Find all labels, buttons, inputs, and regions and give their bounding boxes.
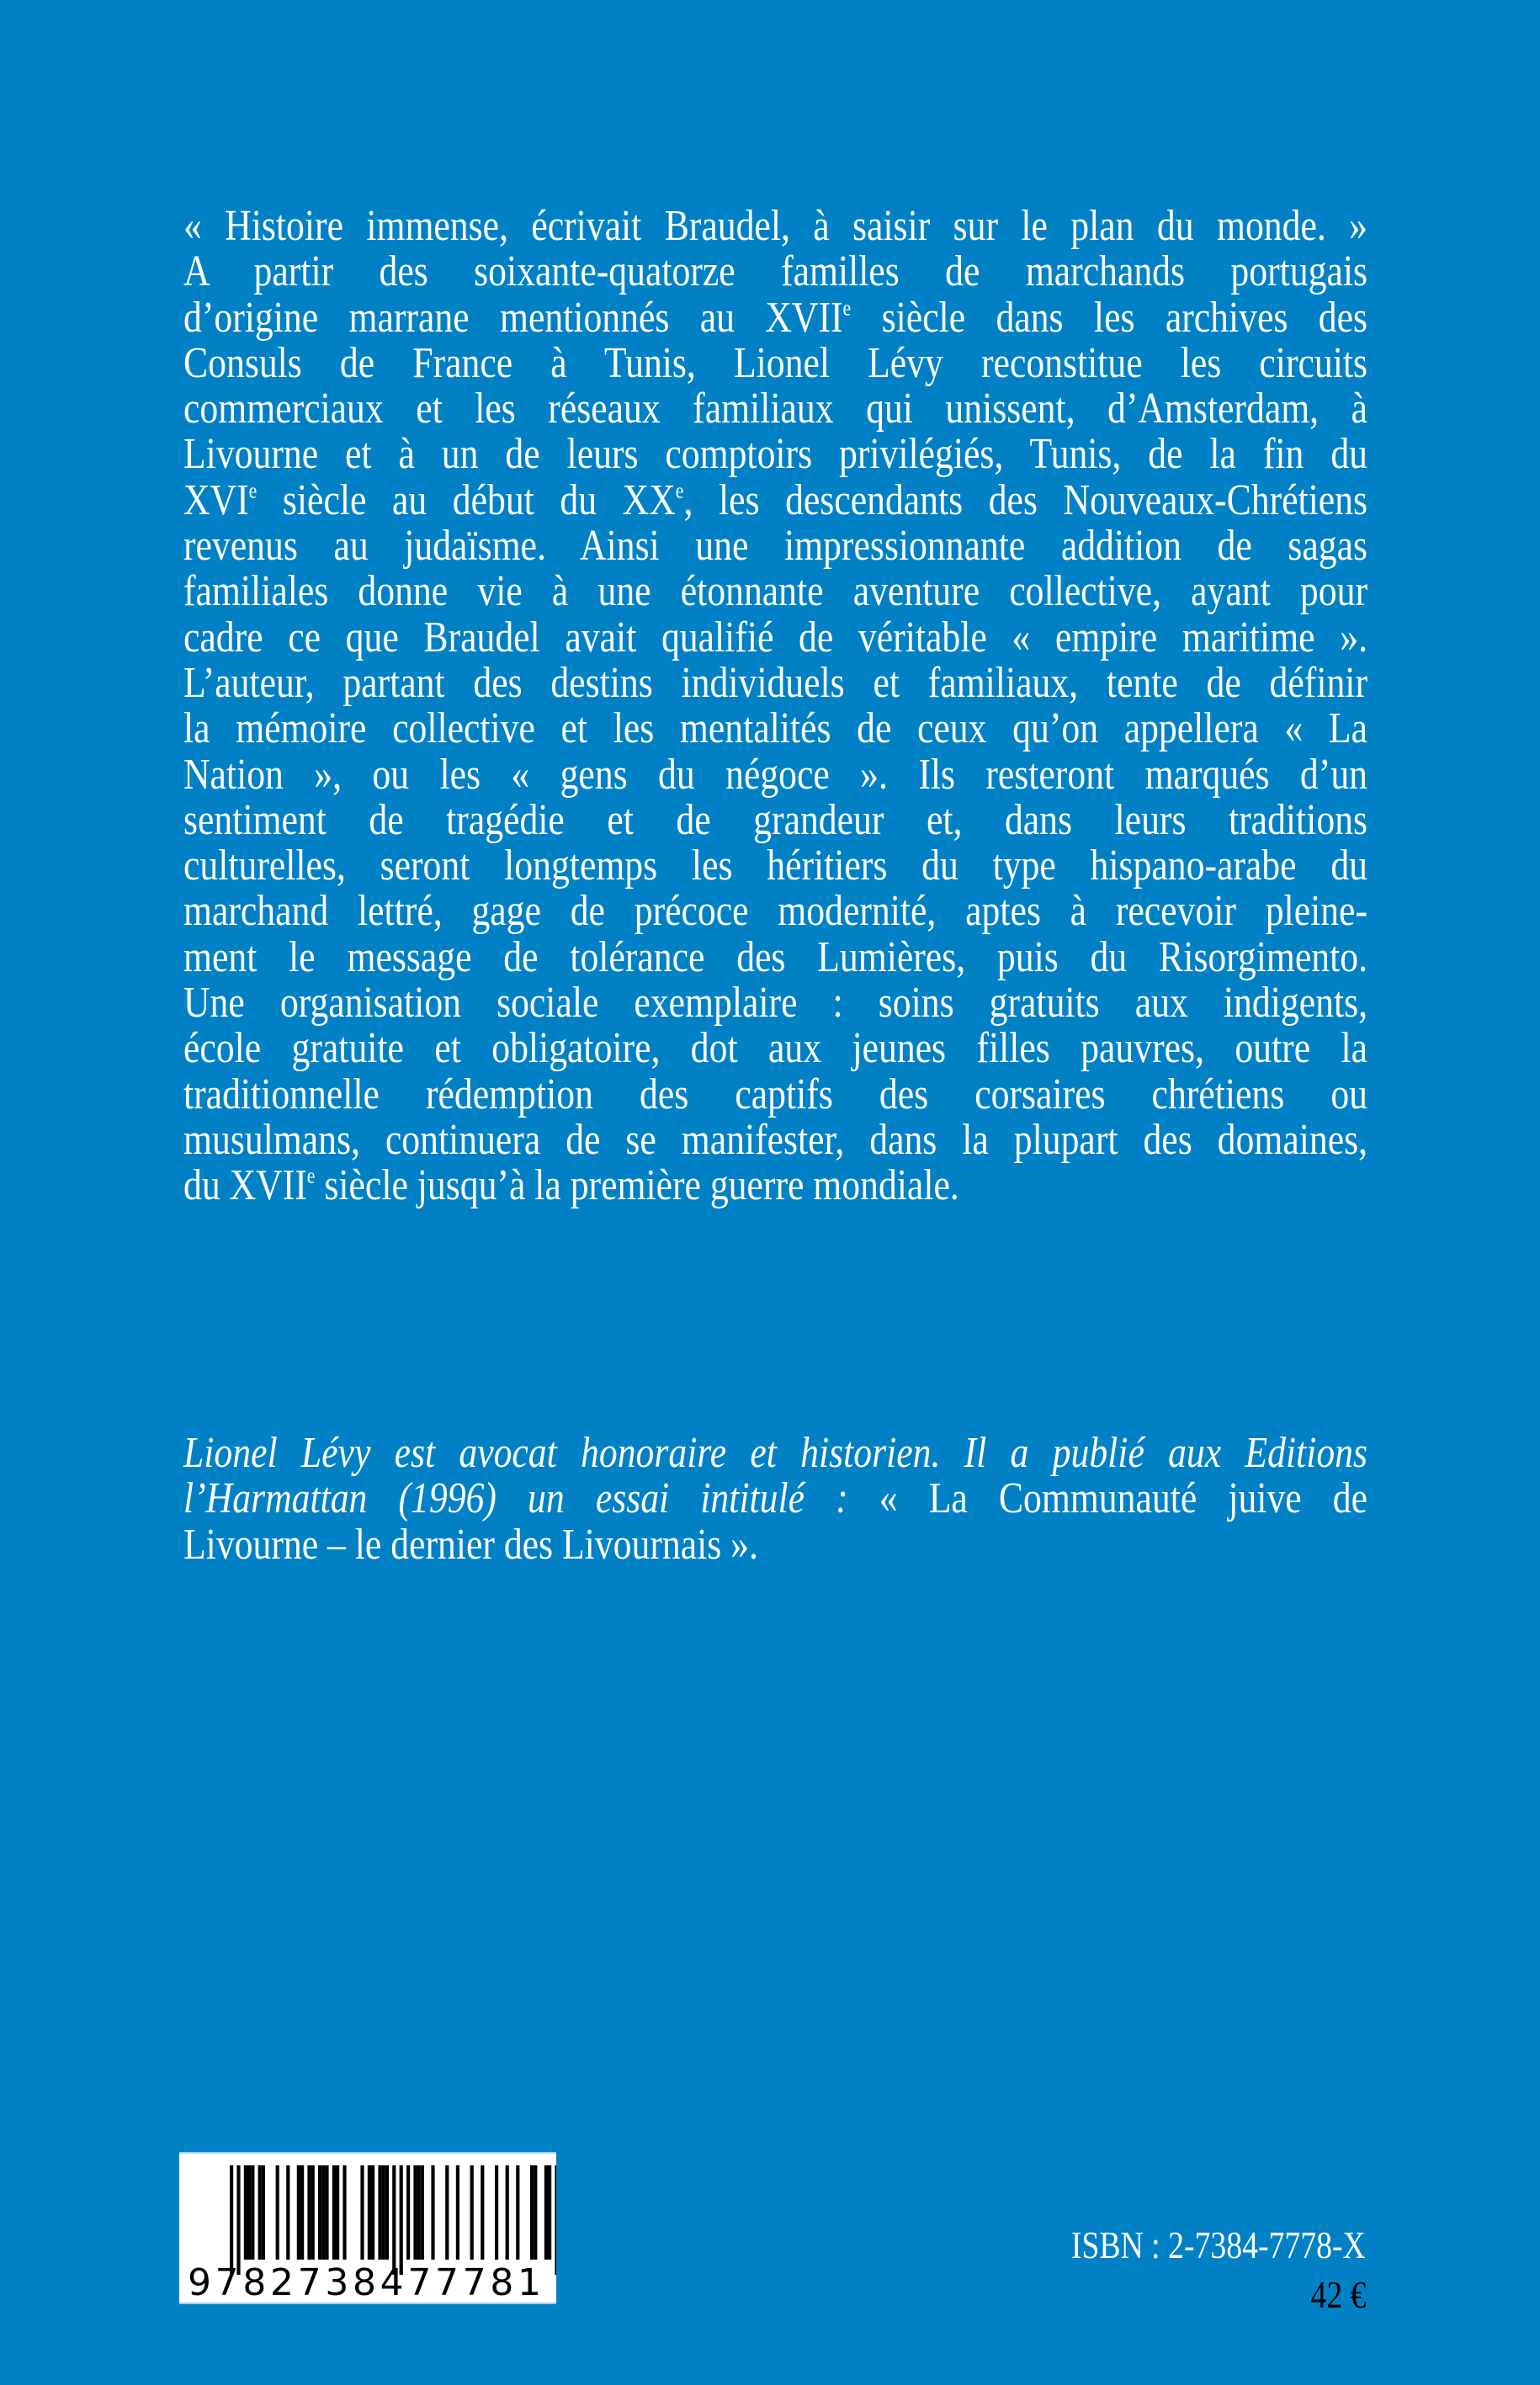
text-run: Nation », ou les « gens du négoce ». Ils resteront marqués d’un <box>183 750 1367 799</box>
superscript: e <box>248 478 258 503</box>
blurb-line <box>183 475 1367 524</box>
barcode-bar <box>297 2165 300 2260</box>
barcode-bar <box>262 2165 265 2260</box>
author-bio <box>183 1431 1367 1568</box>
barcode-bar <box>534 2165 537 2260</box>
text-run: Consuls de France à Tunis, Lionel Lévy reconstitue les circuits <box>183 338 1367 387</box>
barcode-bar <box>481 2165 484 2260</box>
text-run: XVI <box>183 475 249 524</box>
barcode-bars <box>179 2154 556 2306</box>
text-run: marchand lettré, gage de précoce modernité, aptes à recevoir pleine- <box>183 887 1367 936</box>
barcode-bar <box>378 2165 381 2260</box>
text-run: sentiment de tragédie et de grandeur et, dans leurs traditions <box>183 795 1367 844</box>
barcode-bar <box>400 2165 403 2275</box>
barcode-bar <box>456 2165 459 2260</box>
text-run: la mémoire collective et les mentalités de ceux qu’on appellera « La <box>183 704 1367 753</box>
barcode-bar <box>431 2165 434 2260</box>
blurb-line <box>183 204 1367 249</box>
blurb-line <box>183 386 1367 432</box>
text-run: Livourne – le dernier des Livournais ». <box>183 1520 758 1569</box>
text-run: d’origine marrane mentionnés au XVII <box>183 293 843 342</box>
blurb-line <box>183 843 1367 889</box>
back-cover-blurb <box>183 204 1367 1209</box>
barcode-bar <box>307 2165 311 2260</box>
text-run: ment le message de tolérance des Lumières, puis du Risorgimento. <box>183 932 1367 981</box>
blurb-line <box>183 1072 1367 1118</box>
barcode-bar <box>286 2165 289 2260</box>
superscript: e <box>306 1163 316 1188</box>
blurb-line <box>183 1163 1367 1208</box>
text-run: Lionel Lévy est avocat honoraire et historien. Il a publié aux Editions <box>183 1429 1367 1477</box>
barcode-bar <box>321 2165 325 2260</box>
barcode-bar <box>236 2165 240 2275</box>
barcode-bar <box>470 2165 474 2260</box>
blurb-line <box>183 1115 1367 1164</box>
barcode-bar <box>332 2165 336 2260</box>
blurb-line <box>183 932 1367 981</box>
price-label: 42 € <box>1309 2273 1366 2316</box>
barcode-bar <box>368 2165 371 2260</box>
blurb-line <box>183 295 1367 341</box>
barcode-bar <box>244 2165 247 2260</box>
barcode-bar <box>548 2165 551 2260</box>
barcode-bar <box>421 2165 424 2260</box>
barcode-bar <box>413 2165 417 2260</box>
text-run: musulmans, continuera de se manifester, dans la plupart des domaines, <box>183 1115 1367 1164</box>
text-run: commerciaux et les réseaux familiaux qui unissent, d’Amsterdam, à <box>183 385 1367 433</box>
barcode-bar <box>516 2165 519 2260</box>
blurb-line <box>183 615 1367 661</box>
blurb-line <box>183 338 1367 387</box>
barcode-bar <box>230 2165 233 2275</box>
barcode-bar <box>318 2165 321 2260</box>
text-run: culturelles, seront longtemps les héritiers du type hispano-arabe du <box>183 842 1367 890</box>
blurb-line <box>183 889 1367 934</box>
bio-line <box>183 1476 1367 1522</box>
blurb-line <box>183 658 1367 707</box>
blurb-line <box>183 523 1367 569</box>
blurb-line <box>183 706 1367 752</box>
blurb-line <box>183 980 1367 1026</box>
bio-line <box>183 1522 1367 1568</box>
text-run: siècle au début du XX <box>257 475 676 524</box>
barcode-bar <box>417 2165 421 2260</box>
barcode-bar <box>300 2165 304 2260</box>
barcode-bar <box>258 2165 262 2260</box>
text-run: , les descendants des Nouveaux-Chrétiens <box>683 475 1367 524</box>
barcode-bar <box>371 2165 374 2260</box>
isbn-label: ISBN : 2-7384-7778-X <box>1071 2223 1366 2266</box>
barcode-bar <box>276 2165 279 2260</box>
barcode-bar <box>544 2165 548 2260</box>
blurb-line <box>183 249 1367 295</box>
text-run: Livourne et à un de leurs comptoirs privilégiés, Tunis, de la fin du <box>183 430 1367 479</box>
superscript: e <box>842 295 852 321</box>
text-run: « Histoire immense, écrivait Braudel, à saisir sur le plan du monde. » <box>183 202 1367 250</box>
text-run: du XVII <box>183 1161 307 1210</box>
text-run: Une organisation sociale exemplaire : soins gratuits aux indigents, <box>183 979 1367 1028</box>
blurb-line <box>183 569 1367 614</box>
barcode-bar <box>555 2165 556 2275</box>
barcode-bar <box>530 2165 534 2260</box>
text-run: traditionnelle rédemption des captifs des corsaires chrétiens ou <box>183 1070 1367 1118</box>
text-run: A partir des soixante-quatorze familles de marchands portugais <box>183 247 1367 296</box>
barcode-bar <box>392 2165 396 2275</box>
text-run: cadre ce que Braudel avait qualifié de véritable « empire maritime ». <box>183 613 1367 661</box>
barcode-bar <box>311 2165 315 2260</box>
barcode-bar <box>336 2165 339 2260</box>
text-run: école gratuite et obligatoire, dot aux jeunes filles pauvres, outre la <box>183 1024 1367 1073</box>
text-run: « La Communauté juive de <box>847 1474 1367 1523</box>
blurb-line <box>183 795 1367 844</box>
barcode-bar <box>343 2165 346 2260</box>
blurb-line <box>183 1026 1367 1071</box>
barcode-bar <box>251 2165 254 2260</box>
barcode <box>179 2152 556 2304</box>
text-run: siècle dans les archives des <box>851 293 1367 342</box>
text-run: siècle jusqu’à la première guerre mondiale. <box>315 1161 959 1210</box>
superscript: e <box>675 478 684 503</box>
barcode-bar <box>247 2165 251 2260</box>
blurb-line <box>183 432 1367 477</box>
barcode-bar <box>360 2165 364 2260</box>
barcode-bar <box>382 2165 385 2260</box>
bio-line <box>183 1431 1367 1476</box>
barcode-bar <box>385 2165 389 2260</box>
barcode-bar <box>325 2165 328 2260</box>
barcode-bar <box>406 2165 410 2260</box>
text-run: revenus au judaïsme. Ainsi une impressionnante addition de sagas <box>183 522 1367 571</box>
text-run: familiales donne vie à une étonnante aventure collective, ayant pour <box>183 567 1367 616</box>
blurb-line <box>183 752 1367 798</box>
barcode-digits: 9782738477781 <box>188 2261 541 2304</box>
barcode-bar <box>506 2165 509 2260</box>
barcode-bar <box>445 2165 449 2260</box>
text-run: L’auteur, partant des destins individuels et familiaux, tente de définir <box>183 658 1367 707</box>
barcode-bar <box>495 2165 498 2260</box>
text-run: l’Harmattan (1996) un essai intitulé : <box>183 1474 848 1523</box>
